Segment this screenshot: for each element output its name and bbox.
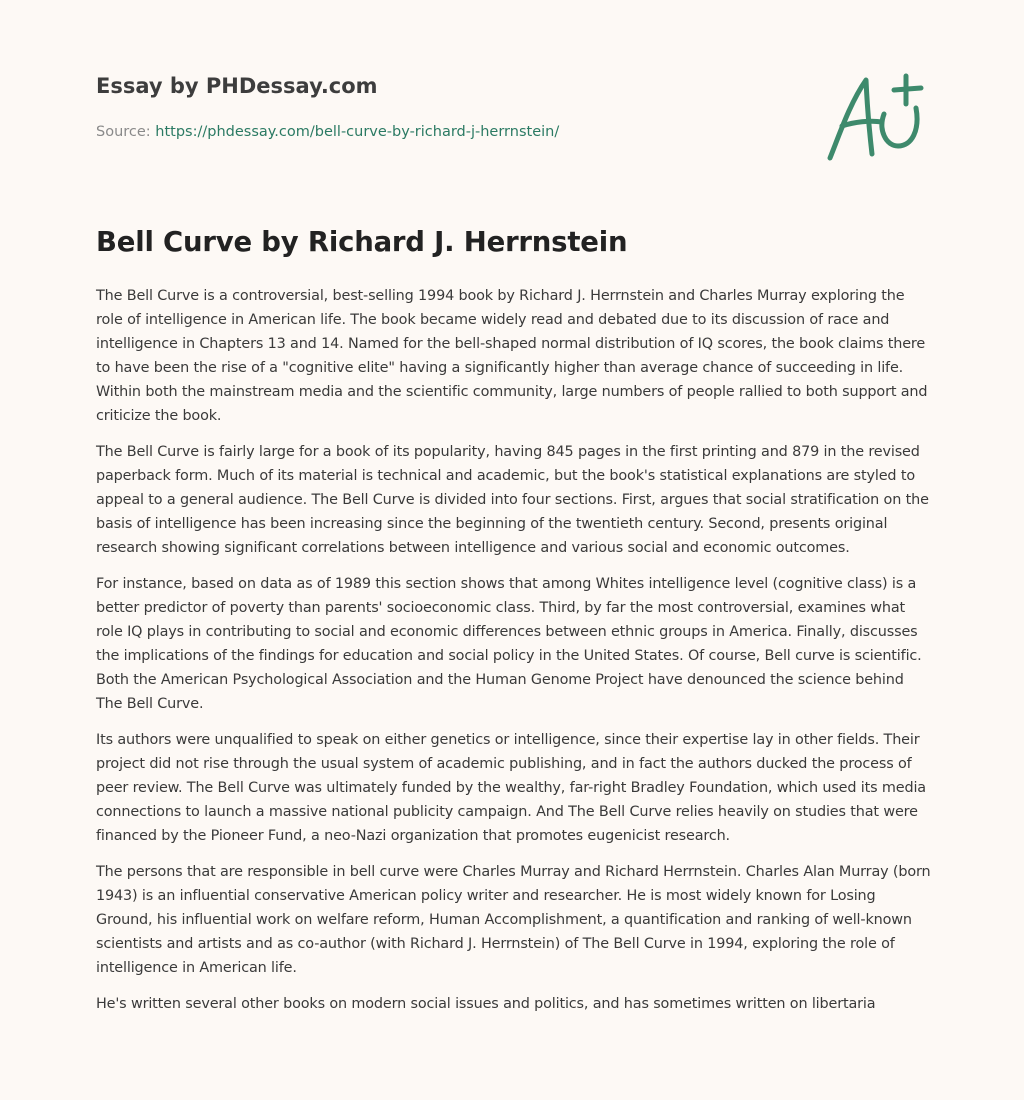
essay-paragraph: The Bell Curve is a controversial, best-selling 1994 book by Richard J. Herrnstein and Charles Murray exploring the role of intelligence in American life. The book became widely read and debated due to its discussion of race and intelligence in Chapters 13 and 14. Named for the bell-shaped normal distribution of IQ scores, the book claims there to have been the rise of a "cognitive elite" having a significantly higher than average chance of succeeding in life. Within both the mainstream media and the scientific community, large numbers of people rallied to both support and criticize the book. <box>96 288 928 424</box>
site-title: Essay by PHDessay.com <box>96 74 378 98</box>
source-label: Source: <box>96 124 151 140</box>
essay-body <box>96 284 934 1028</box>
essay-paragraph: Its authors were unqualified to speak on either genetics or intelligence, since their expertise lay in other fields. Their project did not rise through the usual system of academic publishing, and in fact the authors ducked the process of peer review. The Bell Curve was ultimately funded by the wealthy, far-right Bradley Foundation, which used its media connections to launch a massive national publicity campaign. And The Bell Curve relies heavily on studies that were financed by the Pioneer Fund, a neo-Nazi organization that promotes eugenicist research. <box>96 732 926 844</box>
essay-paragraph: For instance, based on data as of 1989 this section shows that among Whites intelligence level (cognitive class) is a better predictor of poverty than parents' socioeconomic class. Third, by far the most controversial, examines what role IQ plays in contributing to social and economic differences between ethnic groups in America. Finally, discusses the implications of the findings for education and social policy in the United States. Of course, Bell curve is scientific. Both the American Psychological Association and the Human Genome Project have denounced the science behind The Bell Curve. <box>96 576 922 712</box>
a-plus-logo-icon <box>820 68 930 168</box>
essay-paragraph: The Bell Curve is fairly large for a book of its popularity, having 845 pages in the first printing and 879 in the revised paperback form. Much of its material is technical and academic, but the book's statistical explanations are styled to appeal to a general audience. The Bell Curve is divided into four sections. First, argues that social stratification on the basis of intelligence has been increasing since the beginning of the twentieth century. Second, presents original research showing significant correlations between intelligence and various social and economic outcomes. <box>96 444 929 556</box>
essay-paragraph: The persons that are responsible in bell curve were Charles Murray and Richard Herrnstein. Charles Alan Murray (born 1943) is an influential conservative American policy writer and researcher. He is most widely known for Losing Ground, his influential work on welfare reform, Human Accomplishment, a quantification and ranking of well-known scientists and artists and as co-author (with Richard J. Herrnstein) of The Bell Curve in 1994, exploring the role of intelligence in American life. <box>96 864 931 976</box>
source-line <box>96 124 559 140</box>
source-link[interactable]: https://phdessay.com/bell-curve-by-richard-j-herrnstein/ <box>155 124 560 140</box>
essay-paragraph: He's written several other books on modern social issues and politics, and has sometimes written on libertaria <box>96 996 876 1012</box>
essay-title: Bell Curve by Richard J. Herrnstein <box>96 226 628 258</box>
